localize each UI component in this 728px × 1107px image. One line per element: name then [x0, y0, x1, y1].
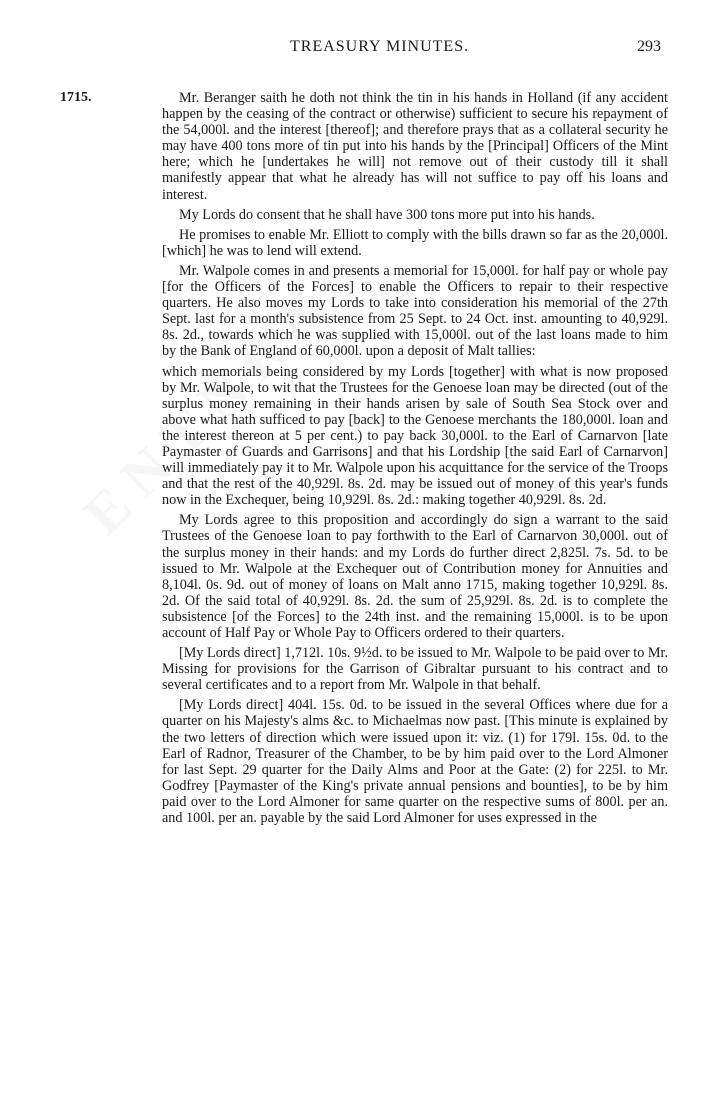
year-marker: 1715. — [60, 90, 92, 105]
paragraph-gibraltar: [My Lords direct] 1,712l. 10s. 9½d. to be issued to Mr. Walpole to be paid over to Mr. Missing for provisions for the Garrison of Gibraltar pursuant to his contract and to several certificates and to a report from Mr. Walpole in that behalf. — [162, 645, 668, 694]
paragraph-consent: My Lords do consent that he shall have 300 tons more put into his hands. — [179, 206, 595, 223]
body-text — [162, 90, 668, 830]
paragraph-walpole-memorial: Mr. Walpole comes in and presents a memorial for 15,000l. for half pay or whole pay [for the Officers of the Forces] to enable the Officers to repair to their respective quarters. He also moves my Lords to take into consideration his memorial of the 27th Sept. last for a month's subsistence from 25 Sept. to 24 Oct. inst. amounting to 40,929l. 8s. 2d., towards which he was supplied with 15,000l. out of the last loans made to him by the Bank of England of 60,000l. upon a deposit of Malt tallies: — [162, 262, 668, 360]
page-title: TREASURY MINUTES. — [290, 38, 470, 55]
paragraph-lords-agree: My Lords agree to this proposition and accordingly do sign a warrant to the said Trustees of the Genoese loan to pay forthwith to the Earl of Carnarvon 30,000l. out of the surplus money in their hands: and my Lords do further direct 2,825l. 7s. 5d. to be issued to Mr. Walpole at the Exchequer out of Contribution money for Annuities and 8,104l. 0s. 9d. out of money of loans on Malt anno 1715, making together 10,929l. 8s. 2d. Of the said total of 40,929l. 8s. 2d. the sum of 25,929l. 8s. 2d. is to complete the subsistence [of the Forces] to the 24th inst. and the remaining 15,000l. is to be upon account of Half Pay or Whole Pay to Officers ordered to their quarters. — [162, 512, 668, 641]
paragraph-elliott: He promises to enable Mr. Elliott to comply with the bills drawn so far as the 20,000l. [which] he was to lend will extend. — [162, 226, 668, 259]
running-head — [0, 38, 728, 62]
page-number: 293 — [637, 38, 661, 55]
paragraph-alms: [My Lords direct] 404l. 15s. 0d. to be issued in the several Offices where due for a quarter on his Majesty's alms &c. to Michaelmas now past. [This minute is explained by the two letters of direction which were issued upon it: viz. (1) for 179l. 15s. 0d. to the Earl of Radnor, Treasurer of the Chamber, to be by him paid over to the Lord Almoner for last Sept. 29 quarter for the Daily Alms and Poor at the Gate: (2) for 225l. to Mr. Godfrey [Paymaster of the King's private annual pensions and bounties], to be by him paid over to the Lord Almoner for same quarter on the respective sums of 800l. per an. and 100l. per an. payable by the said Lord Almoner for uses expressed in the — [162, 697, 668, 827]
paragraph-beranger: Mr. Beranger saith he doth not think the tin in his hands in Holland (if any accident happen by the ceasing of the contract or otherwise) sufficient to secure his repayment of the 54,000l. and the interest [thereof]; and therefore prays that as a collateral security he may have 400 tons more of tin put into his hands by the [Principal] Officers of the Mint here; which he [undertakes he will] not remove out of their custody till it shall manifestly appear that what he already has will not suffice to pay off his loans and interest. — [162, 90, 668, 203]
paragraph-memorials-considered: which memorials being considered by my Lords [together] with what is now proposed by Mr. Walpole, to wit that the Trustees for the Genoese loan may be directed (out of the surplus money remaining in their hands arisen by sale of South Sea Stock over and above what hath sufficed to pay [back] to the Genoese merchants the 180,000l. loan and the interest thereon at 5 per cent.) to pay back 30,000l. to the Earl of Carnarvon [late Paymaster of Guards and Garrisons] and that his Lordship [the said Earl of Carnarvon] will immediately pay it to Mr. Walpole upon his acquittance for the service of the Troops and that the rest of the 40,929l. 8s. 2d. may be issued out of money of this year's funds now in the Exchequer, being 10,929l. 8s. 2d.: making together 40,929l. 8s. 2d. — [162, 363, 668, 509]
